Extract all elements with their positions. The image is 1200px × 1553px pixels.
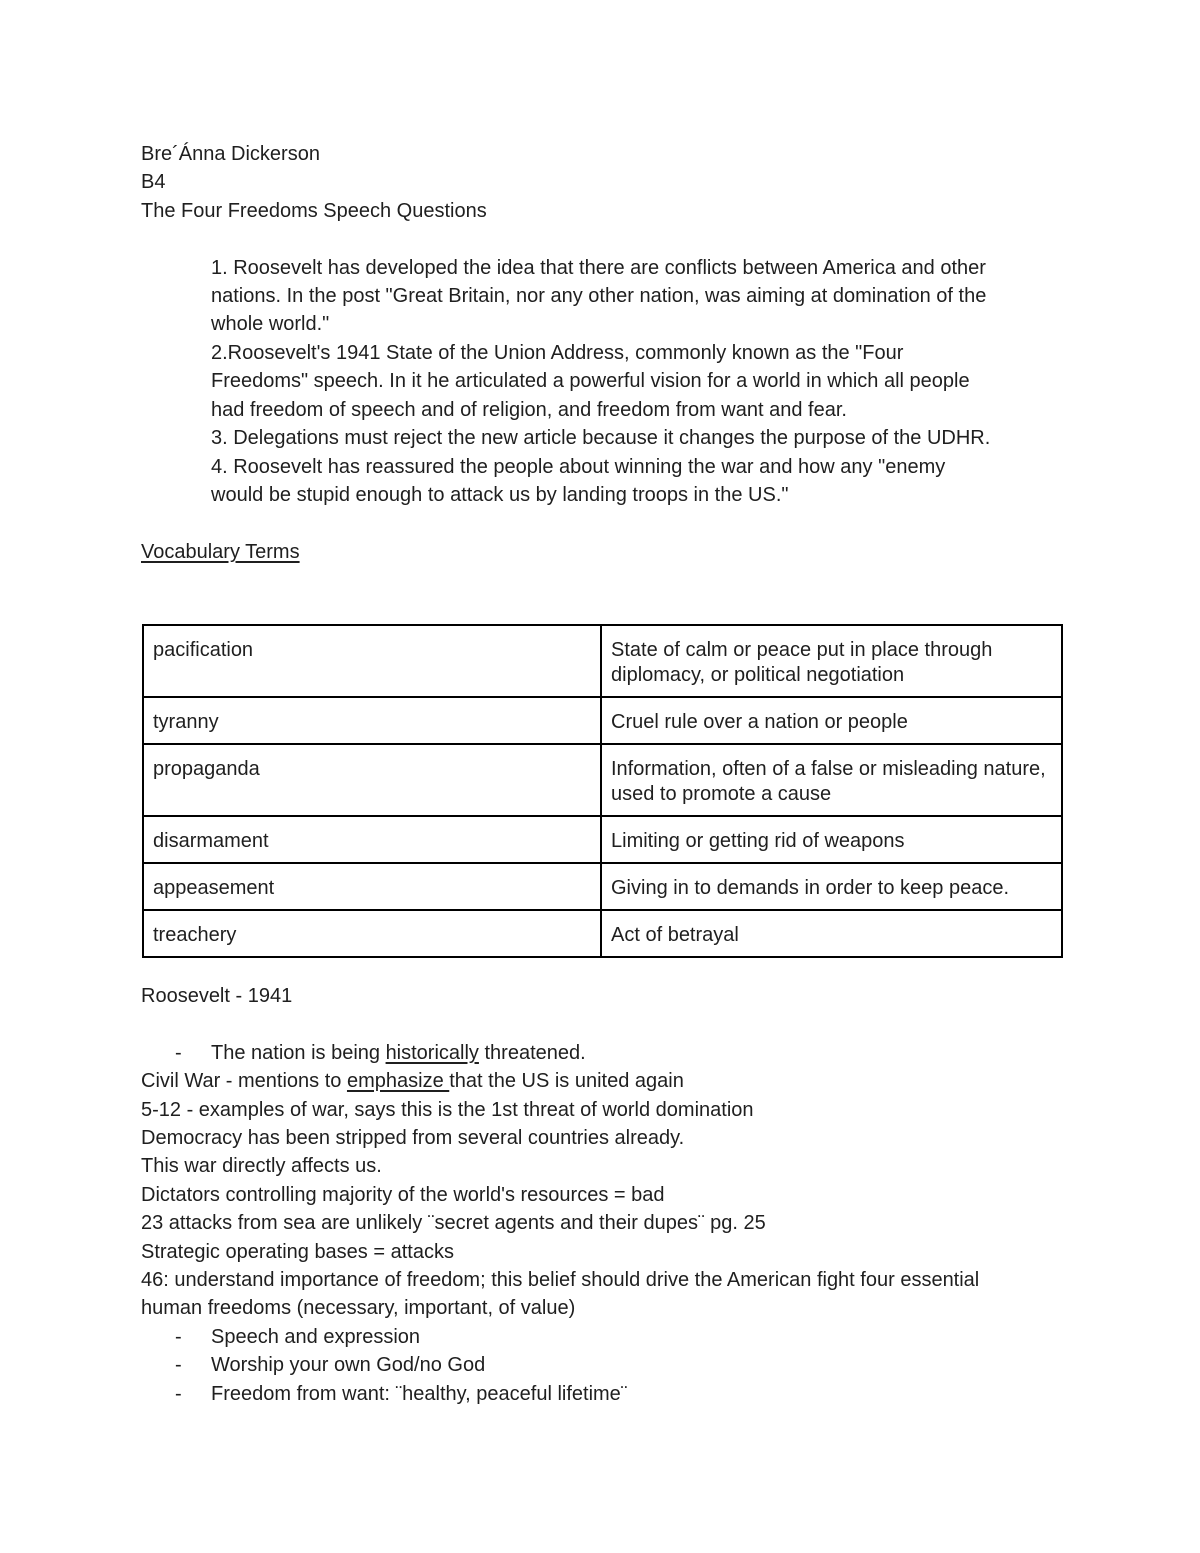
note-line: 5-12 - examples of war, says this is the 1st threat of world domination <box>141 1099 754 1121</box>
list-bullet: - <box>175 1042 182 1064</box>
underlined-word: emphasize <box>346 1070 450 1092</box>
list-item: Freedom from want: ¨healthy, peaceful lifetime¨ <box>211 1383 628 1405</box>
definition-cell: Cruel rule over a nation or people <box>601 697 1062 744</box>
term-cell: propaganda <box>143 744 601 816</box>
note-line: Strategic operating bases = attacks <box>141 1241 454 1263</box>
answer-line: 2.Roosevelt's 1941 State of the Union Address, commonly known as the "Four <box>211 342 904 364</box>
document-title: The Four Freedoms Speech Questions <box>141 200 487 222</box>
definition-cell: Limiting or getting rid of weapons <box>601 816 1062 863</box>
list-item: Worship your own God/no God <box>211 1354 486 1376</box>
underlined-word: historically <box>385 1042 479 1064</box>
note-line: This war directly affects us. <box>141 1155 382 1177</box>
term-cell: appeasement <box>143 863 601 910</box>
table-row <box>143 910 1062 957</box>
table-row <box>143 816 1062 863</box>
answer-line: whole world." <box>211 313 330 335</box>
answer-line: 3. Delegations must reject the new article because it changes the purpose of the UDHR. <box>211 427 991 449</box>
definition-cell: State of calm or peace put in place through diplomacy, or political negotiation <box>601 625 1062 697</box>
list-bullet: - <box>175 1383 182 1405</box>
list-item: Speech and expression <box>211 1326 421 1348</box>
class-block: B4 <box>141 171 166 193</box>
note-line: Democracy has been stripped from several countries already. <box>141 1127 685 1149</box>
definition-cell: Act of betrayal <box>601 910 1062 957</box>
vocabulary-heading: Vocabulary Terms <box>141 541 300 563</box>
table-row <box>143 625 1062 697</box>
term-cell: pacification <box>143 625 601 697</box>
definition-cell: Giving in to demands in order to keep peace. <box>601 863 1062 910</box>
list-bullet: - <box>175 1326 182 1348</box>
term-cell: treachery <box>143 910 601 957</box>
note-line: 23 attacks from sea are unlikely ¨secret agents and their dupes¨ pg. 25 <box>141 1212 766 1234</box>
notes-heading: Roosevelt - 1941 <box>141 985 293 1007</box>
answer-line: 1. Roosevelt has developed the idea that there are conflicts between America and other <box>211 257 986 279</box>
vocabulary-table <box>142 624 1063 958</box>
note-line: human freedoms (necessary, important, of value) <box>141 1297 576 1319</box>
answer-line: had freedom of speech and of religion, and freedom from want and fear. <box>211 399 847 421</box>
note-line: Civil War - mentions to emphasize that the US is united again <box>141 1070 684 1092</box>
table-row <box>143 744 1062 816</box>
table-row <box>143 863 1062 910</box>
list-bullet: - <box>175 1354 182 1376</box>
definition-cell: Information, often of a false or misleading nature, used to promote a cause <box>601 744 1062 816</box>
list-item: The nation is being historically threatened. <box>211 1042 586 1064</box>
answer-line: 4. Roosevelt has reassured the people about winning the war and how any "enemy <box>211 456 946 478</box>
note-line: Dictators controlling majority of the world's resources = bad <box>141 1184 665 1206</box>
note-line: 46: understand importance of freedom; this belief should drive the American fight four essential <box>141 1269 980 1291</box>
answer-line: Freedoms" speech. In it he articulated a powerful vision for a world in which all people <box>211 370 970 392</box>
term-cell: tyranny <box>143 697 601 744</box>
answer-line: nations. In the post "Great Britain, nor any other nation, was aiming at domination of the <box>211 285 987 307</box>
student-name: Bre´Ánna Dickerson <box>141 143 320 165</box>
answer-line: would be stupid enough to attack us by landing troops in the US." <box>211 484 789 506</box>
table-row <box>143 697 1062 744</box>
term-cell: disarmament <box>143 816 601 863</box>
